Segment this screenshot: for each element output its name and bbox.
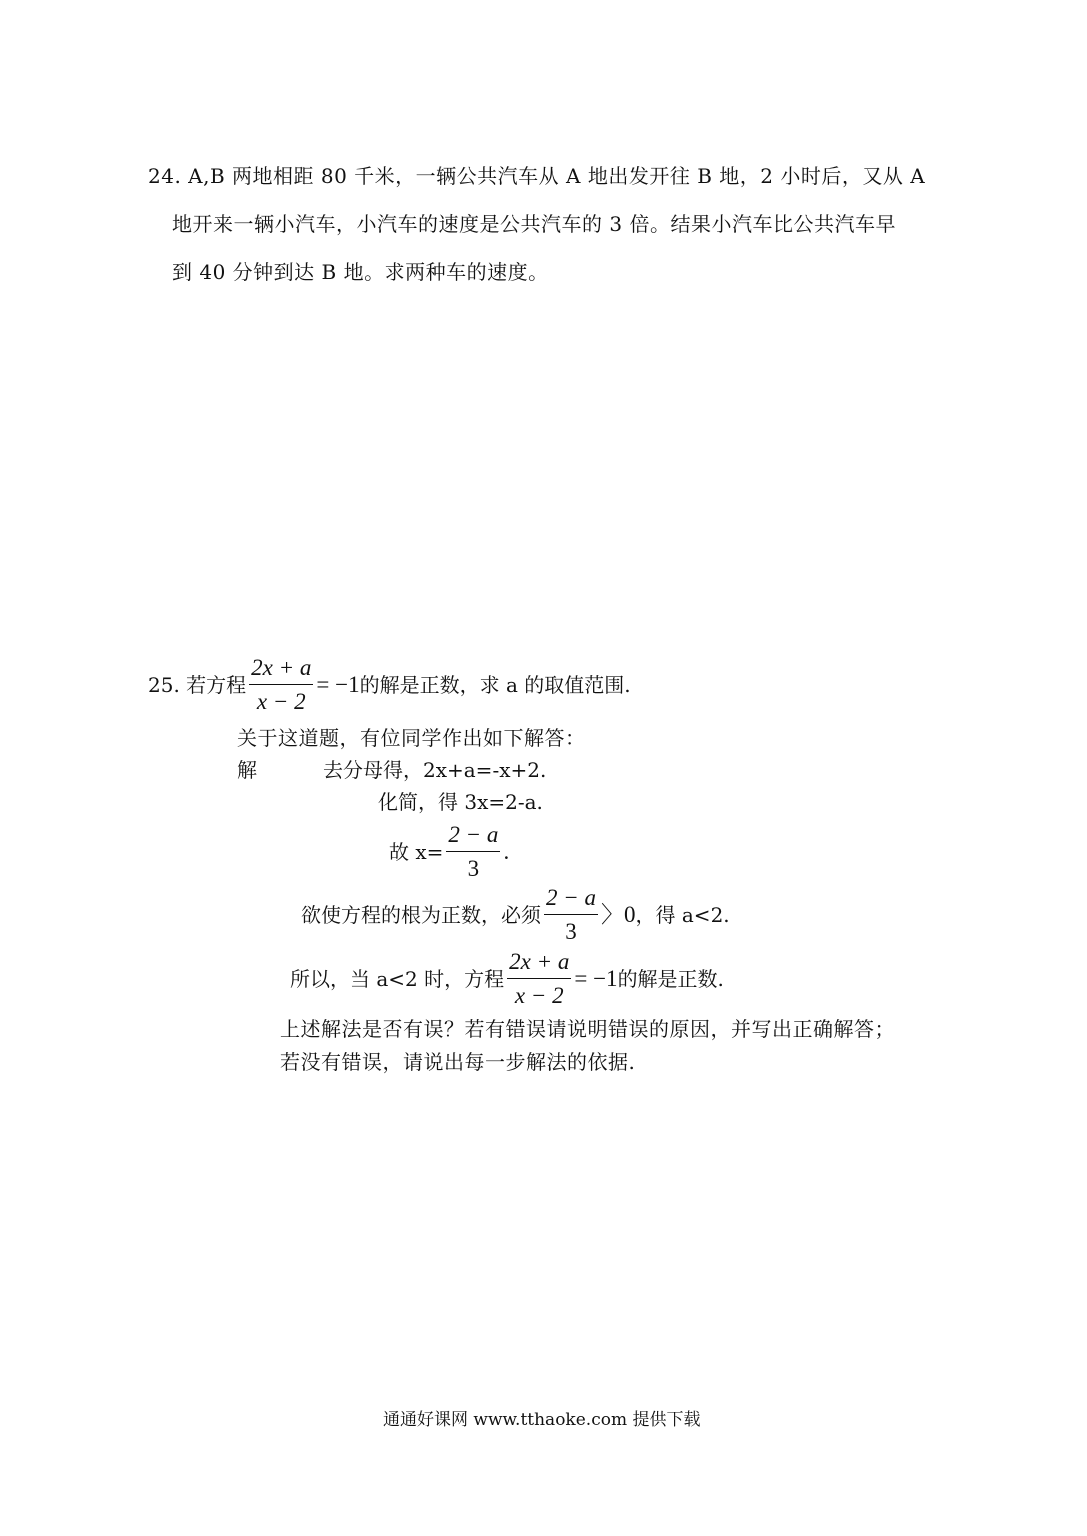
q25-question-line-2: 若没有错误，请说出每一步解法的依据. <box>280 1050 636 1074</box>
q25-step-5-suffix: 的解是正数. <box>617 966 724 991</box>
q24-line-1: 24. A,B 两地相距 80 千米，一辆公共汽车从 A 地出发开往 B 地，2 小时后，又从 A <box>148 164 926 188</box>
q25-step-3-fraction <box>446 823 500 880</box>
q25-title-denominator: x − 2 <box>256 689 306 714</box>
q25-step-5-rhs: = −1 <box>574 966 618 991</box>
q25-title-numerator: 2x + a <box>249 656 313 685</box>
q25-step-3 <box>389 823 509 880</box>
page-footer: 通通好课网 www.tthaoke.com 提供下载 <box>383 1410 701 1430</box>
q25-solution-label: 解 <box>237 758 257 782</box>
q25-step-3-prefix: 故 x= <box>389 839 444 864</box>
q25-step-5-denominator: x − 2 <box>514 983 564 1008</box>
q25-step-3-denominator: 3 <box>467 856 480 881</box>
q25-step-4-prefix: 欲使方程的根为正数，必须 <box>301 902 541 927</box>
q25-step-4-numerator: 2 − a <box>544 886 598 915</box>
q24-line-3: 到 40 分钟到达 B 地。求两种车的速度。 <box>172 260 549 284</box>
q25-step-4 <box>301 886 730 943</box>
q25-title-rhs: = −1 <box>316 672 360 697</box>
q24-line-2: 地开来一辆小汽车，小汽车的速度是公共汽车的 3 倍。结果小汽车比公共汽车早 <box>172 212 896 236</box>
q25-step-1: 去分母得，2x+a=-x+2. <box>323 758 547 782</box>
q25-step-4-suffix: ，得 a<2. <box>635 902 730 927</box>
q25-step-4-gt: 〉0 <box>601 902 636 927</box>
q25-step-3-suffix: . <box>503 839 510 864</box>
q25-step-3-numerator: 2 − a <box>446 823 500 852</box>
q25-step-4-denominator: 3 <box>565 919 577 944</box>
q25-step-5-prefix: 所以，当 a<2 时，方程 <box>290 966 505 991</box>
q25-title-suffix: 的解是正数，求 a 的取值范围. <box>359 672 631 697</box>
q25-step-5 <box>290 950 724 1007</box>
q25-step-4-fraction <box>544 886 598 943</box>
q25-title-prefix: 25. 若方程 <box>148 672 247 697</box>
q25-step-5-fraction <box>507 950 571 1007</box>
q25-step-5-numerator: 2x + a <box>507 950 571 979</box>
q25-intro: 关于这道题，有位同学作出如下解答： <box>237 726 586 750</box>
q25-title-fraction <box>249 656 313 713</box>
q25-title <box>148 656 631 713</box>
q25-question-line-1: 上述解法是否有误？若有错误请说明错误的原因，并写出正确解答； <box>280 1017 895 1041</box>
q25-step-2: 化简，得 3x=2-a. <box>378 790 543 814</box>
